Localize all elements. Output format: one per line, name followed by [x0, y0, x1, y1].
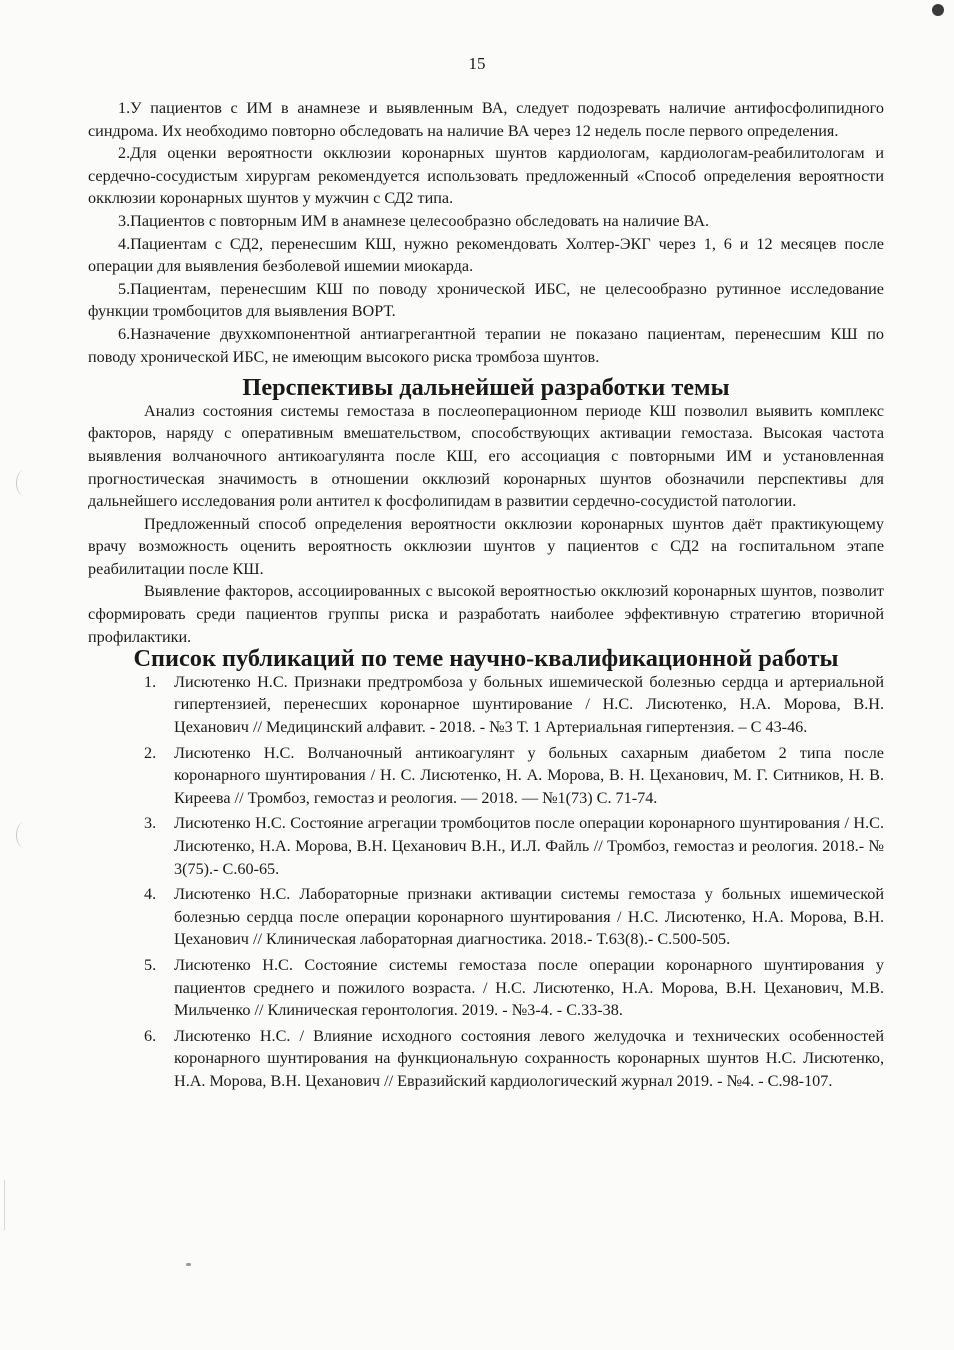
body-paragraph: Выявление факторов, ассоциированных с высокой вероятностью окклюзий коронарных шунтов, позволит сформировать среди пациентов группы риска и разработать наиболее эффективную стратегию вторичной профилактики. — [88, 582, 884, 646]
practical-recommendations — [88, 97, 884, 368]
publication-item — [88, 742, 884, 810]
publication-number: 4. — [144, 885, 157, 904]
publication-citation: Лисютенко Н.С. Волчаночный антикоагулянт у больных сахарным диабетом 2 типа после коронарного шунтирования / Н. С. Лисютенко, Н. А. Морова, В. Н. Цеханович, М. Г. Ситников, Н. В. Киреева // Тромбоз, гемостаз и реология. — 2018. — №1(73) С. 71-74. — [174, 743, 884, 807]
recommendation-item: 3.Пациентов с повторным ИМ в анамнезе целесообразно обследовать на наличие ВА. — [118, 211, 710, 230]
recommendation-item: 5.Пациентам, перенесшим КШ по поводу хронической ИБС, не целесообразно рутинное исследование функции тромбоцитов для выявления ВОРТ. — [88, 279, 884, 321]
publication-item — [88, 883, 884, 951]
document-body — [88, 97, 884, 1096]
staple-shadow-mark — [16, 822, 33, 848]
publication-citation: Лисютенко Н.С. Состояние агрегации тромбоцитов после операции коронарного шунтирования / Н.С. Лисютенко, Н.А. Морова, В.Н. Цеханович В.Н., И.Л. Файль // Тромбоз, гемостаз и реология. 2018.- № 3(75).- С.60-65. — [174, 814, 884, 878]
scan-edge-mark — [4, 1180, 5, 1230]
publication-citation: Лисютенко Н.С. Признаки предтромбоза у больных ишемической болезнью сердца и артериальной гипертензией, перенесших коронарное шунтирование / Н.С. Лисютенко, Н.А. Морова, В.Н. Цеханович // Медицинский алфавит. - 2018. - №3 Т. 1 Артериальная гипертензия. – С 43-46. — [174, 672, 884, 737]
publication-list — [88, 671, 884, 1093]
publication-citation: Лисютенко Н.С. Состояние системы гемостаза после операции коронарного шунтирования у пациентов среднего и пожилого возраста. / Н.С. Лисютенко, Н.А. Морова, В.Н. Цеханович, М.В. Мильченко // Клиническая геронтология. 2019. - №3-4. - С.33-38. — [174, 955, 884, 1020]
scan-dust-mark — [186, 1263, 191, 1266]
publication-number: 3. — [144, 814, 157, 833]
publication-number: 6. — [144, 1026, 157, 1045]
publication-citation: Лисютенко Н.С. Лабораторные признаки активации системы гемостаза у больных ишемической болезнью сердца после операции коронарного шунтирования / Н.С. Лисютенко, Н.А. Морова, В.Н. Цеханович // Клиническая лабораторная диагностика. 2018.- Т.63(8).- С.500-505. — [174, 885, 884, 949]
section-heading: Список публикаций по теме научно-квалификационной работы — [133, 645, 839, 673]
punch-hole-mark — [932, 4, 944, 16]
perspectives-section — [88, 374, 884, 648]
body-paragraph: Анализ состояния системы гемостаза в послеоперационном периоде КШ позволил выявить комплекс факторов, наряду с оперативным вмешательством, способствующих активации гемостаза. Высокая частота выявления волчаночного антикоагулянта после КШ, его ассоциация с повторными ИМ и установленная прогностическая значимость в отношении окклюзий коронарных шунтов обозначили перспективы для дальнейшего исследования роли антител к фосфолипидам в развитии сердечно-сосудистой патологии. — [88, 401, 884, 511]
publications-section — [88, 645, 884, 1092]
recommendation-item: 2.Для оценки вероятности окклюзии коронарных шунтов кардиологам, кардиологам-реабилитологам и сердечно-сосудистым хирургам рекомендуется использовать предложенный «Способ определения вероятности окклюзии коронарных шунтов у мужчин с СД2 типа. — [88, 144, 884, 208]
publication-item — [88, 671, 884, 739]
recommendation-item: 6.Назначение двухкомпонентной антиагрегантной терапии не показано пациентам, перенесшим КШ по поводу хронической ИБС, не имеющим высокого риска тромбоза шунтов. — [88, 324, 884, 366]
publication-item — [88, 812, 884, 880]
publication-number: 2. — [144, 743, 157, 762]
publication-number: 1. — [144, 672, 157, 691]
publication-citation: Лисютенко Н.С. / Влияние исходного состояния левого желудочка и технических особенностей коронарного шунтирования на функциональную сохранность коронарных шунтов Н.С. Лисютенко, Н.А. Морова, В.Н. Цеханович // Евразийский кардиологический журнал 2019. - №4. - С.98-107. — [174, 1026, 884, 1090]
publication-number: 5. — [144, 955, 157, 974]
publication-item — [88, 1025, 884, 1093]
staple-shadow-mark — [16, 470, 33, 496]
publication-item — [88, 954, 884, 1022]
page-number: 15 — [468, 54, 486, 73]
body-paragraph: Предложенный способ определения вероятности окклюзии коронарных шунтов даёт практикующему врачу возможность оценить вероятность окклюзии шунтов у пациентов с СД2 на госпитальном этапе реабилитации после КШ. — [88, 514, 884, 578]
section-heading: Перспективы дальнейшей разработки темы — [242, 374, 730, 402]
recommendation-item: 1.У пациентов с ИМ в анамнезе и выявленным ВА, следует подозревать наличие антифосфолипидного синдрома. Их необходимо повторно обследовать на наличие ВА через 12 недель после первого определения. — [88, 99, 884, 140]
recommendation-item: 4.Пациентам с СД2, перенесшим КШ, нужно рекомендовать Холтер-ЭКГ через 1, 6 и 12 месяцев после операции для выявления безболевой ишемии миокарда. — [88, 234, 884, 276]
